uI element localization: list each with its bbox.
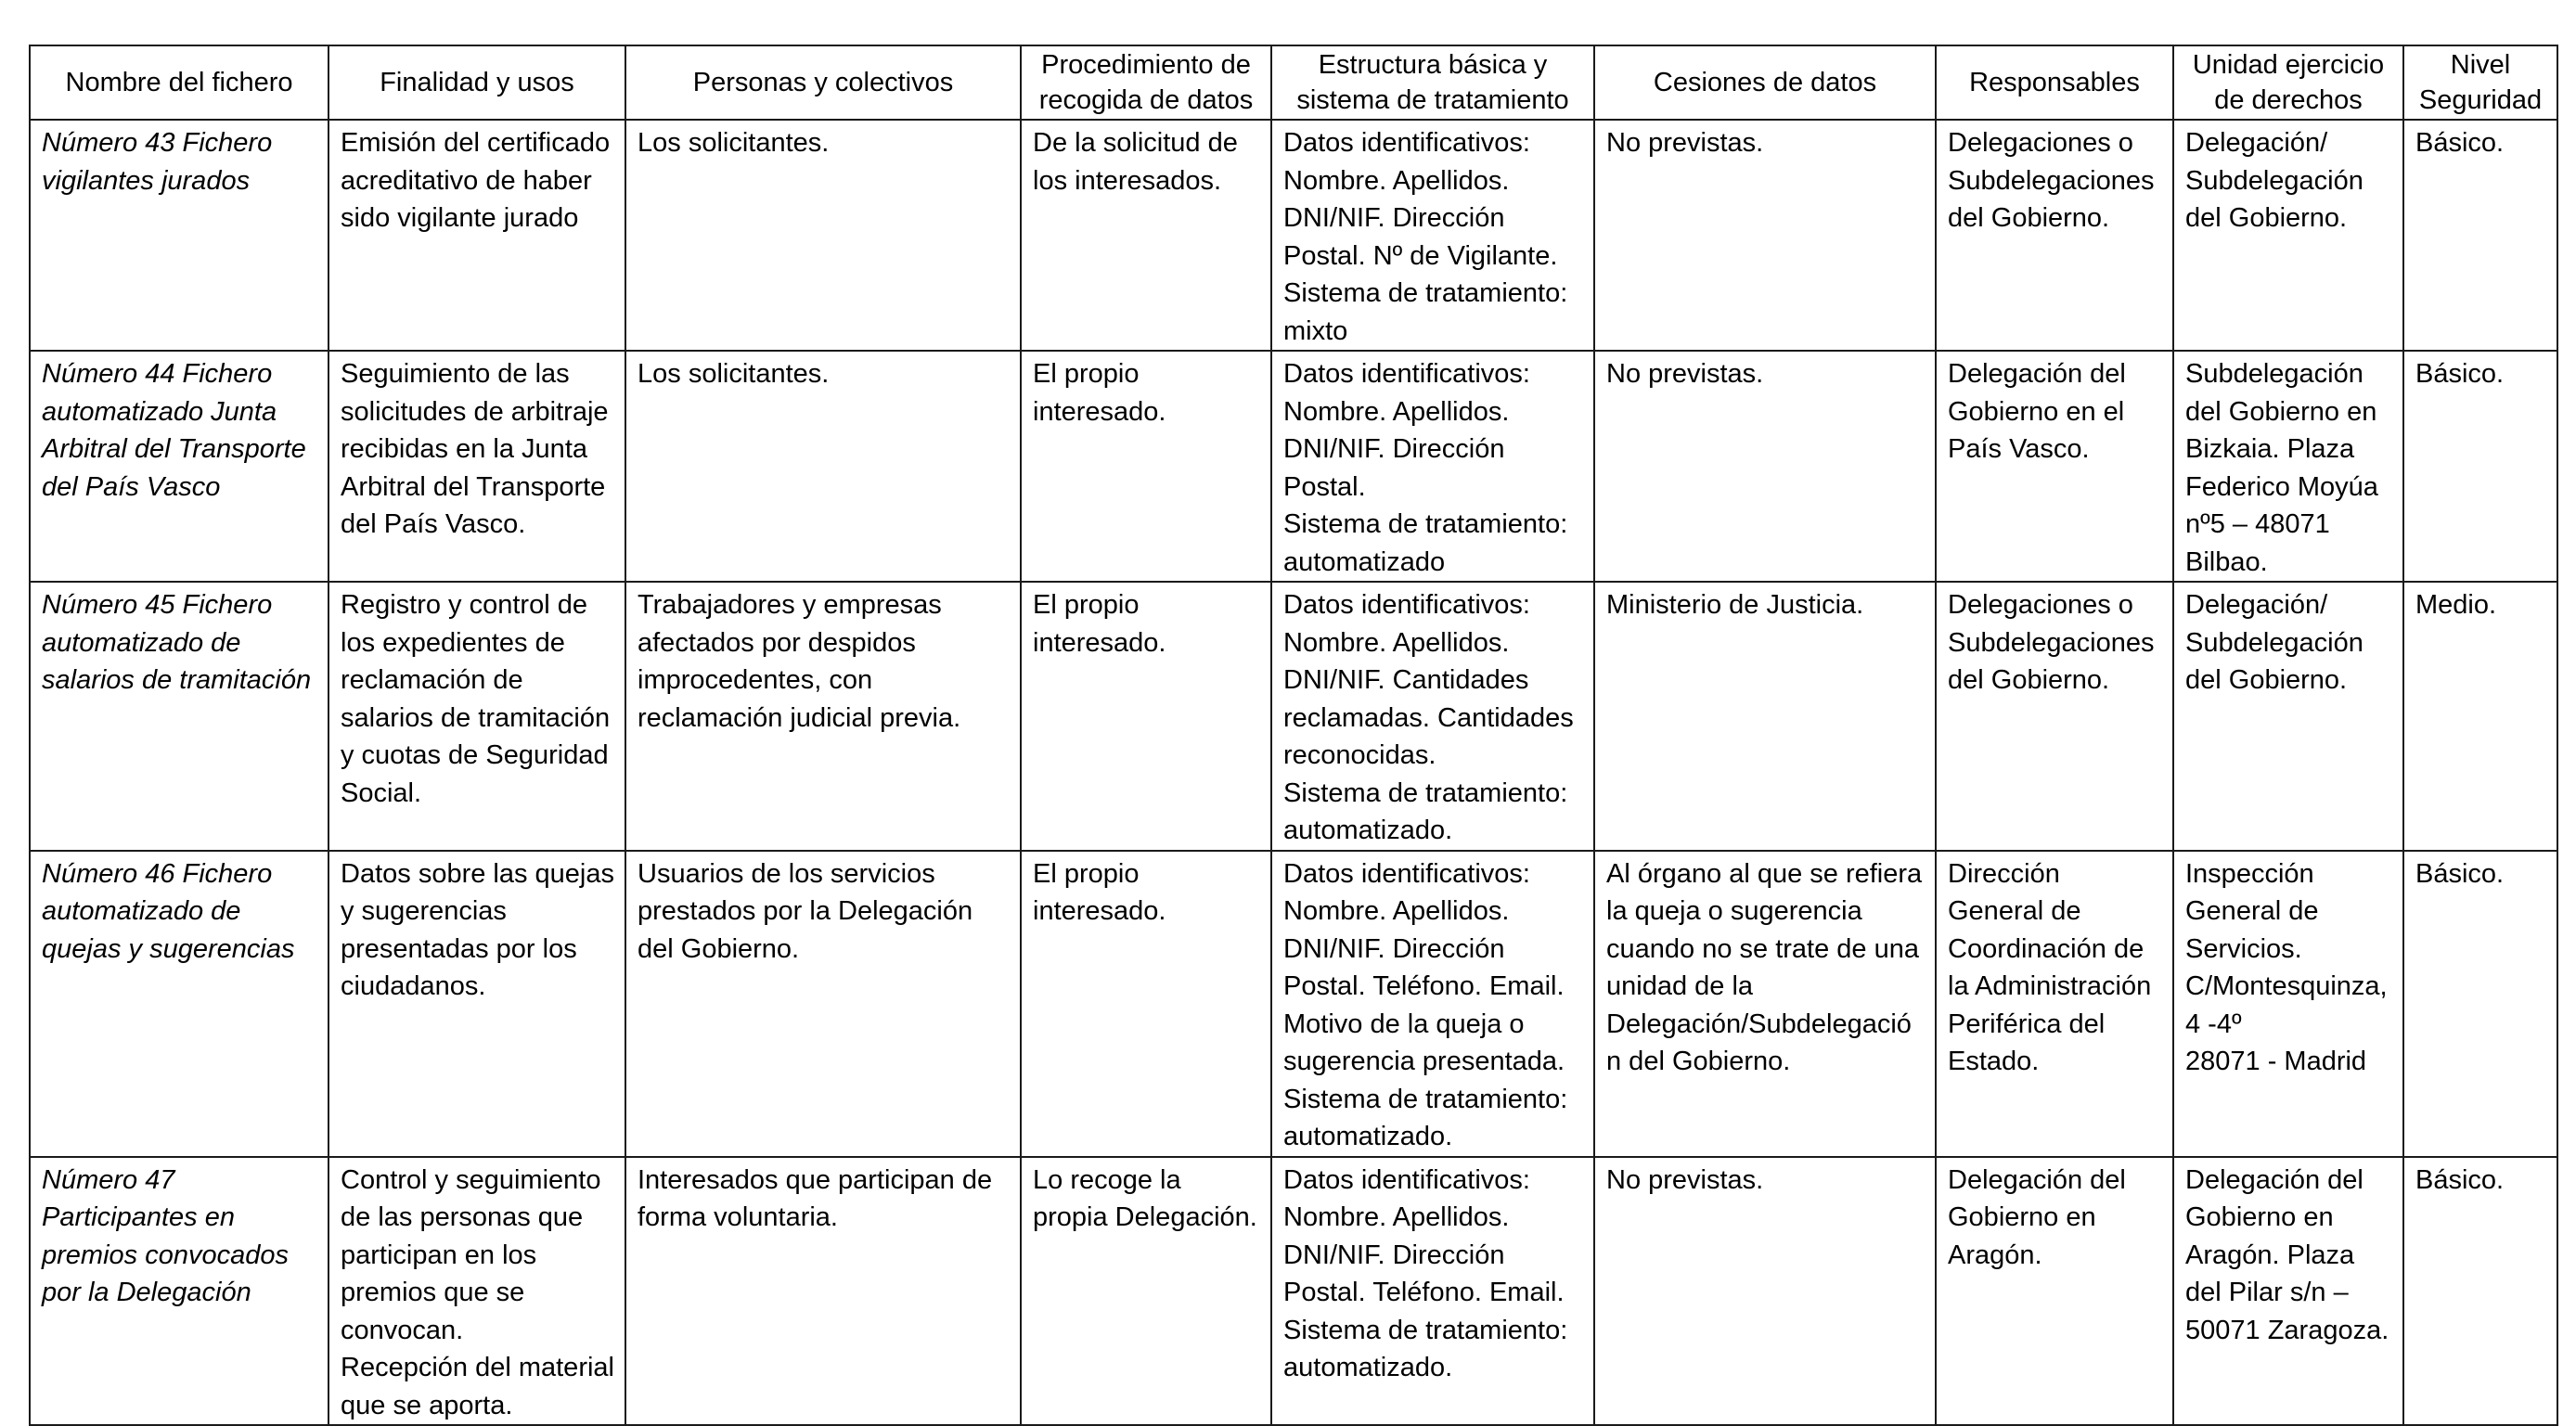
cell-nivel: Medio. bbox=[2403, 582, 2557, 851]
column-header: Nivel Seguridad bbox=[2403, 45, 2557, 120]
cell-responsables: Dirección General de Coordinación de la Administración Periférica del Estado. bbox=[1936, 851, 2173, 1157]
cell-finalidad: Seguimiento de las solicitudes de arbitraje recibidas en la Junta Arbitral del Transporte del País Vasco. bbox=[328, 351, 625, 582]
cell-unidad: Delegación/ Subdelegación del Gobierno. bbox=[2173, 120, 2403, 351]
cell-estructura: Datos identificativos: Nombre. Apellidos. DNI/NIF. Dirección Postal. Teléfono. Email. Motivo de la queja o sugerencia presentada. Sistema de tratamiento: automatizado. bbox=[1271, 851, 1594, 1157]
cell-finalidad: Registro y control de los expedientes de reclamación de salarios de tramitación y cuotas de Seguridad Social. bbox=[328, 582, 625, 851]
cell-cesiones: Ministerio de Justicia. bbox=[1594, 582, 1936, 851]
column-header: Responsables bbox=[1936, 45, 2173, 120]
column-header: Unidad ejercicio de derechos bbox=[2173, 45, 2403, 120]
cell-estructura: Datos identificativos: Nombre. Apellidos. DNI/NIF. Dirección Postal. Nº de Vigilante. Sistema de tratamiento: mixto bbox=[1271, 120, 1594, 351]
cell-cesiones: Al órgano al que se refiera la queja o sugerencia cuando no se trate de una unidad de la Delegación/Subdelegación del Gobierno. bbox=[1594, 851, 1936, 1157]
cell-nombre: Número 47 Participantes en premios convocados por la Delegación bbox=[30, 1157, 328, 1426]
cell-unidad: Subdelegación del Gobierno en Bizkaia. Plaza Federico Moyúa nº5 – 48071 Bilbao. bbox=[2173, 351, 2403, 582]
cell-nivel: Básico. bbox=[2403, 1157, 2557, 1426]
column-header: Cesiones de datos bbox=[1594, 45, 1936, 120]
cell-nivel: Básico. bbox=[2403, 351, 2557, 582]
ficheros-table bbox=[29, 45, 2558, 1426]
cell-nombre: Número 43 Fichero vigilantes jurados bbox=[30, 120, 328, 351]
cell-personas: Usuarios de los servicios prestados por la Delegación del Gobierno. bbox=[625, 851, 1021, 1157]
cell-nivel: Básico. bbox=[2403, 120, 2557, 351]
table-row bbox=[30, 120, 2557, 351]
cell-estructura: Datos identificativos: Nombre. Apellidos. DNI/NIF. Dirección Postal. Teléfono. Email. Sistema de tratamiento: automatizado. bbox=[1271, 1157, 1594, 1426]
cell-finalidad: Emisión del certificado acreditativo de haber sido vigilante jurado bbox=[328, 120, 625, 351]
cell-procedimiento: El propio interesado. bbox=[1021, 851, 1271, 1157]
column-header: Personas y colectivos bbox=[625, 45, 1021, 120]
table-row bbox=[30, 351, 2557, 582]
table-row bbox=[30, 582, 2557, 851]
table-row bbox=[30, 851, 2557, 1157]
cell-cesiones: No previstas. bbox=[1594, 120, 1936, 351]
cell-procedimiento: El propio interesado. bbox=[1021, 351, 1271, 582]
cell-personas: Los solicitantes. bbox=[625, 120, 1021, 351]
cell-personas: Trabajadores y empresas afectados por despidos improcedentes, con reclamación judicial previa. bbox=[625, 582, 1021, 851]
cell-finalidad: Control y seguimiento de las personas que participan en los premios que se convocan. Recepción del material que se aporta. bbox=[328, 1157, 625, 1426]
ficheros-table-container bbox=[29, 45, 2557, 1426]
cell-nivel: Básico. bbox=[2403, 851, 2557, 1157]
cell-responsables: Delegaciones o Subdelegaciones del Gobierno. bbox=[1936, 582, 2173, 851]
cell-procedimiento: De la solicitud de los interesados. bbox=[1021, 120, 1271, 351]
table-row bbox=[30, 1157, 2557, 1426]
cell-nombre: Número 46 Fichero automatizado de quejas y sugerencias bbox=[30, 851, 328, 1157]
cell-responsables: Delegaciones o Subdelegaciones del Gobierno. bbox=[1936, 120, 2173, 351]
cell-personas: Interesados que participan de forma voluntaria. bbox=[625, 1157, 1021, 1426]
cell-procedimiento: Lo recoge la propia Delegación. bbox=[1021, 1157, 1271, 1426]
cell-estructura: Datos identificativos: Nombre. Apellidos. DNI/NIF. Dirección Postal. Sistema de tratamiento: automatizado bbox=[1271, 351, 1594, 582]
cell-nombre: Número 45 Fichero automatizado de salarios de tramitación bbox=[30, 582, 328, 851]
column-header: Nombre del fichero bbox=[30, 45, 328, 120]
cell-unidad: Inspección General de Servicios. C/Montesquinza, 4 -4º 28071 - Madrid bbox=[2173, 851, 2403, 1157]
cell-responsables: Delegación del Gobierno en Aragón. bbox=[1936, 1157, 2173, 1426]
cell-cesiones: No previstas. bbox=[1594, 351, 1936, 582]
column-header: Finalidad y usos bbox=[328, 45, 625, 120]
header-row bbox=[30, 45, 2557, 120]
column-header: Estructura básica y sistema de tratamiento bbox=[1271, 45, 1594, 120]
cell-responsables: Delegación del Gobierno en el País Vasco. bbox=[1936, 351, 2173, 582]
cell-estructura: Datos identificativos: Nombre. Apellidos. DNI/NIF. Cantidades reclamadas. Cantidades reconocidas. Sistema de tratamiento: automatizado. bbox=[1271, 582, 1594, 851]
cell-cesiones: No previstas. bbox=[1594, 1157, 1936, 1426]
cell-personas: Los solicitantes. bbox=[625, 351, 1021, 582]
cell-procedimiento: El propio interesado. bbox=[1021, 582, 1271, 851]
cell-unidad: Delegación/ Subdelegación del Gobierno. bbox=[2173, 582, 2403, 851]
cell-unidad: Delegación del Gobierno en Aragón. Plaza del Pilar s/n – 50071 Zaragoza. bbox=[2173, 1157, 2403, 1426]
column-header: Procedimiento de recogida de datos bbox=[1021, 45, 1271, 120]
cell-finalidad: Datos sobre las quejas y sugerencias presentadas por los ciudadanos. bbox=[328, 851, 625, 1157]
cell-nombre: Número 44 Fichero automatizado Junta Arbitral del Transporte del País Vasco bbox=[30, 351, 328, 582]
